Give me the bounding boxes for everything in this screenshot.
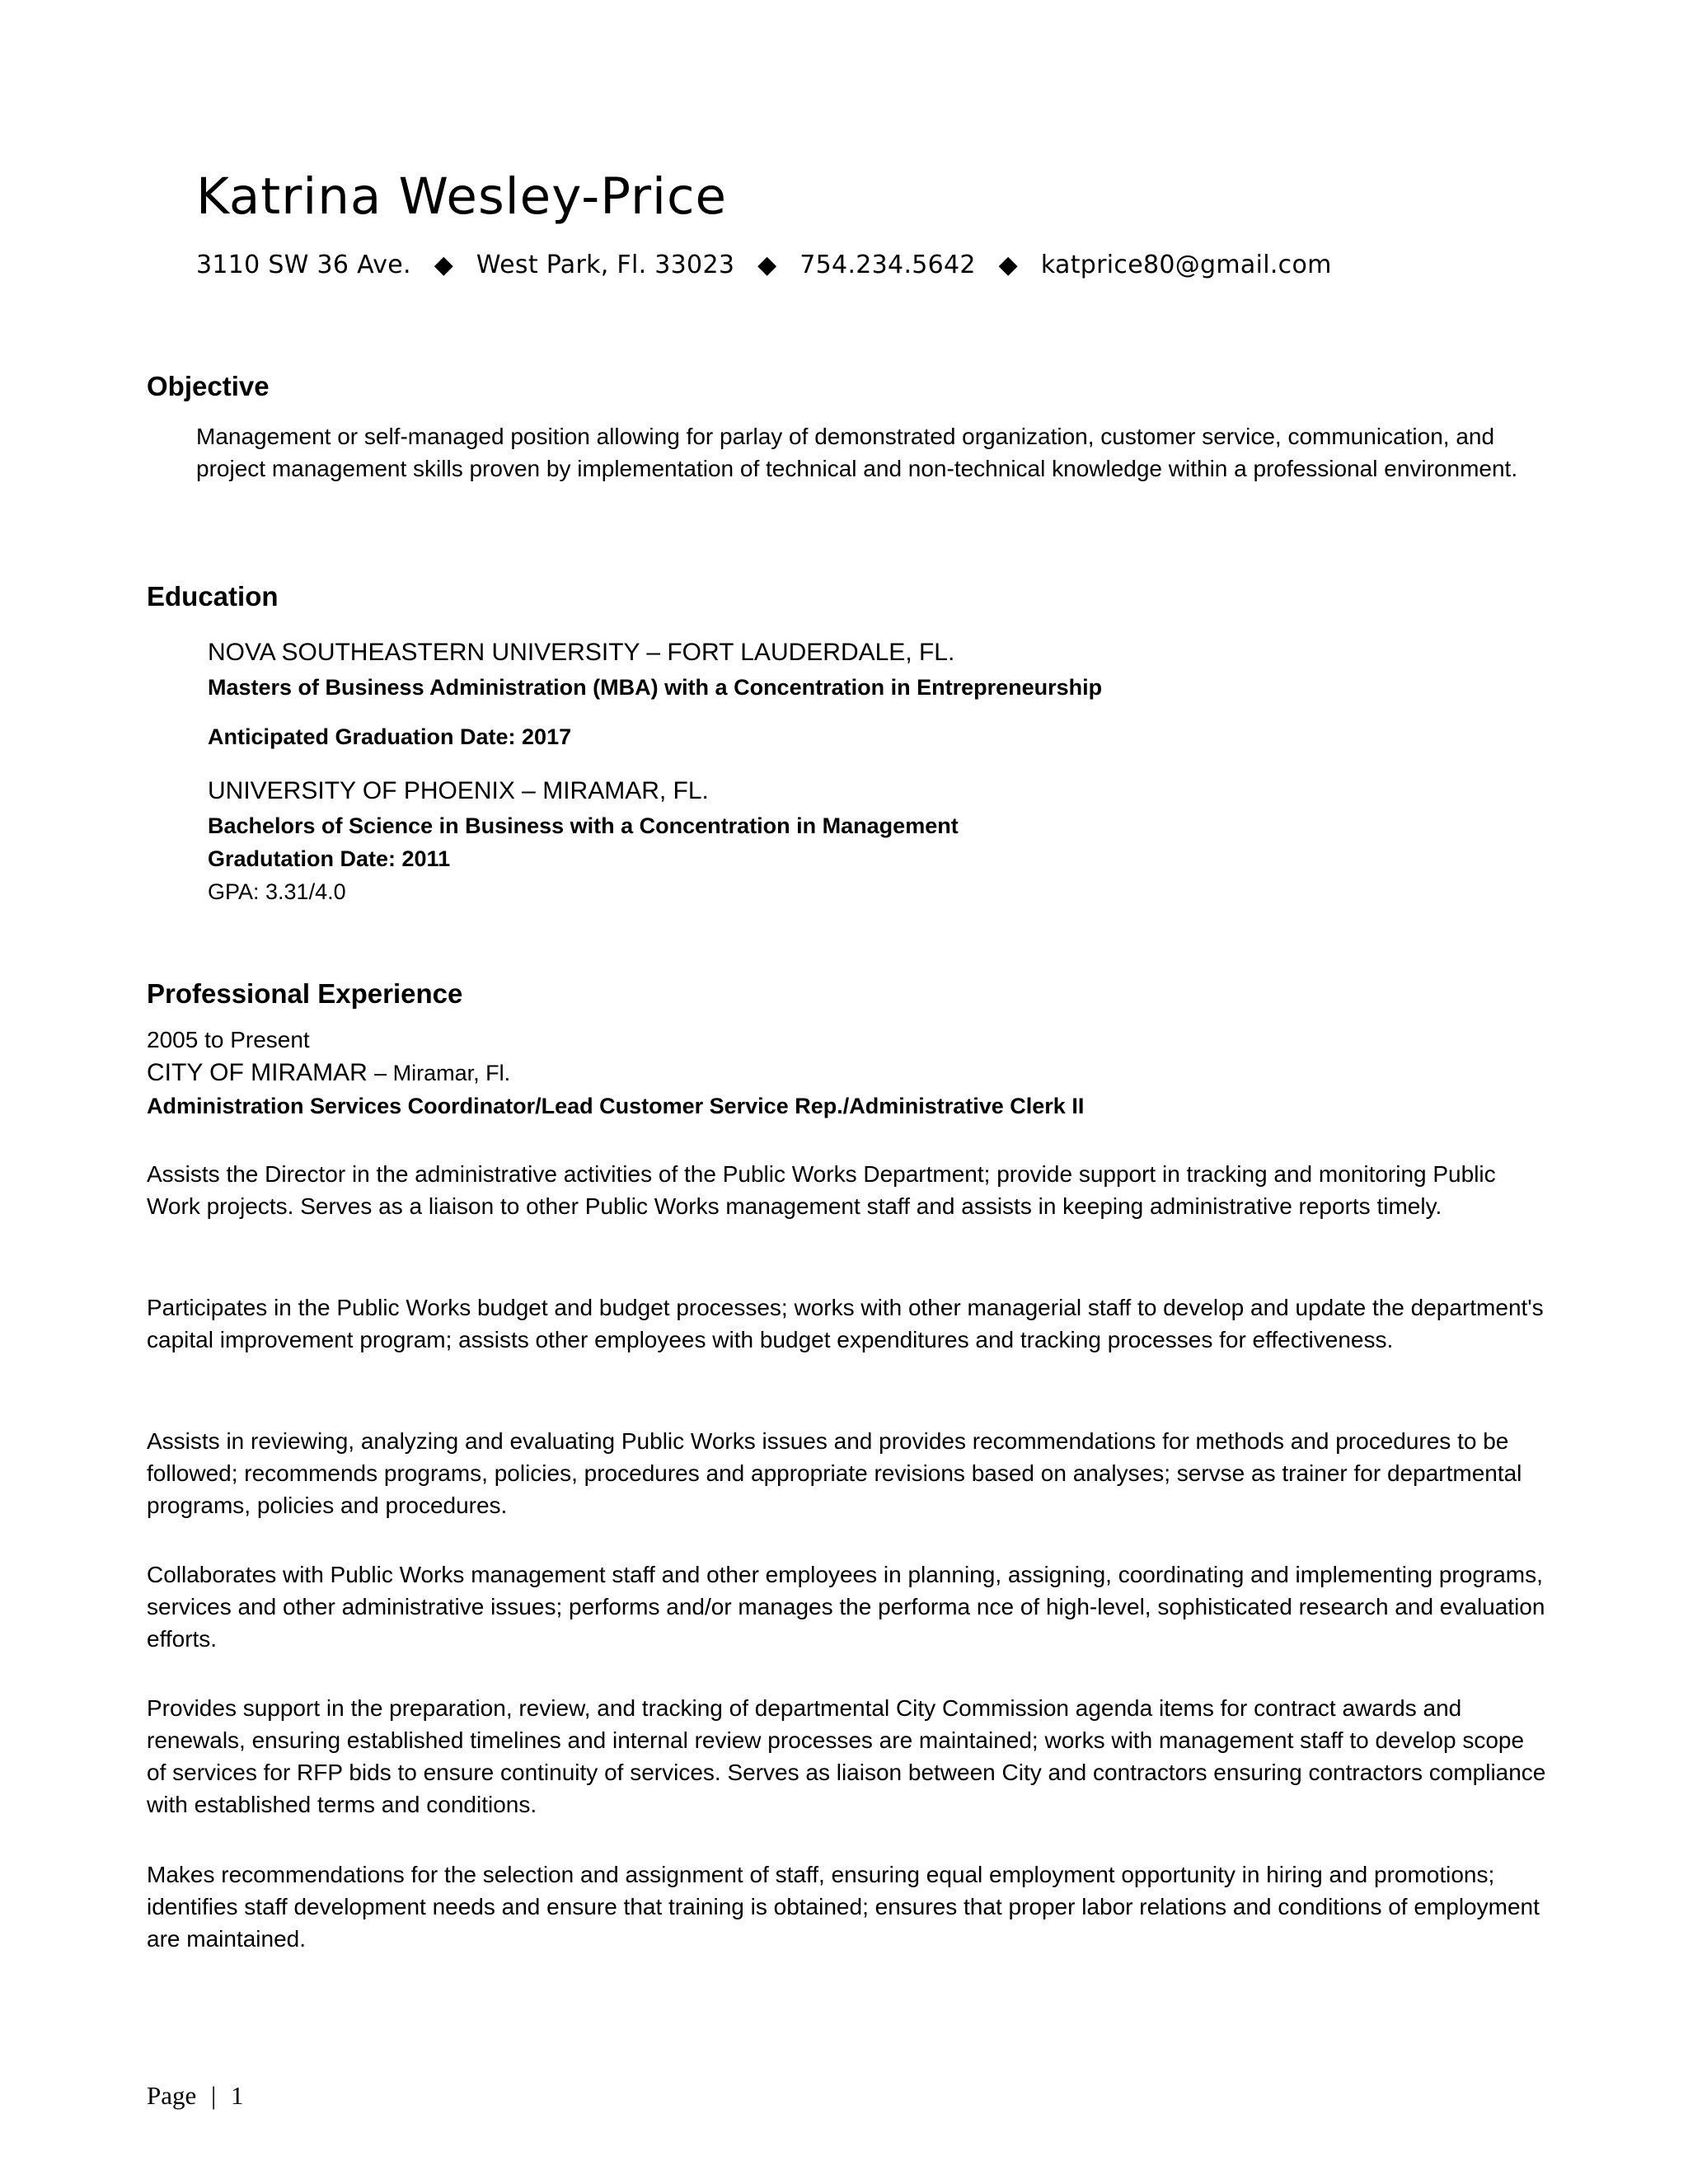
employer-line — [147, 1057, 1548, 1090]
footer-divider: | — [211, 2081, 217, 2110]
graduation-date: Gradutation Date: 2011 — [208, 846, 451, 871]
email-address: katprice80@gmail.com — [1040, 251, 1332, 280]
phone-number: 754.234.5642 — [799, 251, 976, 280]
duty-paragraph: Provides support in the preparation, review, and tracking of departmental City Commission agenda items for contract awards and renewals, ensuring established timelines and internal review processes are maintained; works with management staff to develop scope of services for RFP bids to ensure continuity of services. Serves as liaison between City and contractors ensuring contractors compliance with established terms and conditions. — [147, 1695, 1546, 1817]
duty-paragraph: Participates in the Public Works budget and budget processes; works with other managerial staff to develop and update the department's capital improvement program; assists other employees with budget expenditures and tracking processes for effectiveness. — [147, 1295, 1544, 1352]
street-address: 3110 SW 36 Ave. — [196, 251, 411, 280]
page-number: 1 — [230, 2081, 244, 2110]
page-label: Page — [147, 2081, 197, 2110]
duty-paragraph: Assists in reviewing, analyzing and evaluating Public Works issues and provides recommendations for methods and procedures to be followed; recommends programs, policies, procedures and appropriate revisions based on analyses; servse as trainer for departmental programs, policies and procedures. — [147, 1428, 1522, 1518]
education-heading: Education — [147, 581, 279, 612]
degree-title: Masters of Business Administration (MBA) with a Concentration in Entrepreneurship — [208, 675, 1103, 700]
graduation-date: Anticipated Graduation Date: 2017 — [208, 724, 572, 749]
objective-text: Management or self-managed position allowing for parlay of demonstrated organization, customer service, communication, and project management skills proven by implementation of technical and non-technical knowledge within a professional environment. — [196, 424, 1518, 481]
employer-location: – Miramar, Fl. — [374, 1061, 511, 1085]
employment-dates: 2005 to Present — [147, 1027, 310, 1052]
duty-paragraph: Makes recommendations for the selection and assignment of staff, ensuring equal employment opportunity in hiring and promotions; identifies staff development needs and ensure that training is obtained; ensures that proper labor relations and conditions of employment are maintained. — [147, 1862, 1540, 1952]
diamond-separator-icon: ◆ — [757, 251, 777, 280]
candidate-name: Katrina Wesley-Price — [196, 167, 728, 226]
job-entry — [147, 1024, 1548, 1122]
diamond-separator-icon: ◆ — [998, 251, 1019, 280]
education-entry — [208, 636, 1526, 753]
education-entry — [208, 775, 1526, 908]
objective-heading: Objective — [147, 371, 270, 401]
degree-title: Bachelors of Science in Business with a Concentration in Management — [208, 813, 959, 838]
experience-heading: Professional Experience — [147, 978, 463, 1009]
duty-paragraph: Assists the Director in the administrative activities of the Public Works Department; provide support in tracking and monitoring Public Work projects. Serves as a liaison to other Public Works management staff and assists in keeping administrative reports timely. — [147, 1161, 1496, 1219]
job-title: Administration Services Coordinator/Lead Customer Service Rep./Administrative Clerk II — [147, 1094, 1085, 1118]
page-footer — [147, 2081, 243, 2111]
employer-name: CITY OF MIRAMAR — [147, 1059, 368, 1086]
diamond-separator-icon: ◆ — [434, 251, 454, 280]
city-state-zip: West Park, Fl. 33023 — [476, 251, 735, 280]
gpa: GPA: 3.31/4.0 — [208, 879, 346, 904]
duty-paragraph: Collaborates with Public Works management staff and other employees in planning, assigning, coordinating and implementing programs, services and other administrative issues; performs and/or manages the performa nce of high-level, sophisticated research and evaluation efforts. — [147, 1562, 1545, 1652]
resume-header — [196, 169, 1515, 279]
contact-line — [196, 251, 1515, 279]
school-name: NOVA SOUTHEASTERN UNIVERSITY – FORT LAUDERDALE, FL. — [208, 639, 955, 666]
school-name: UNIVERSITY OF PHOENIX – MIRAMAR, FL. — [208, 777, 709, 804]
